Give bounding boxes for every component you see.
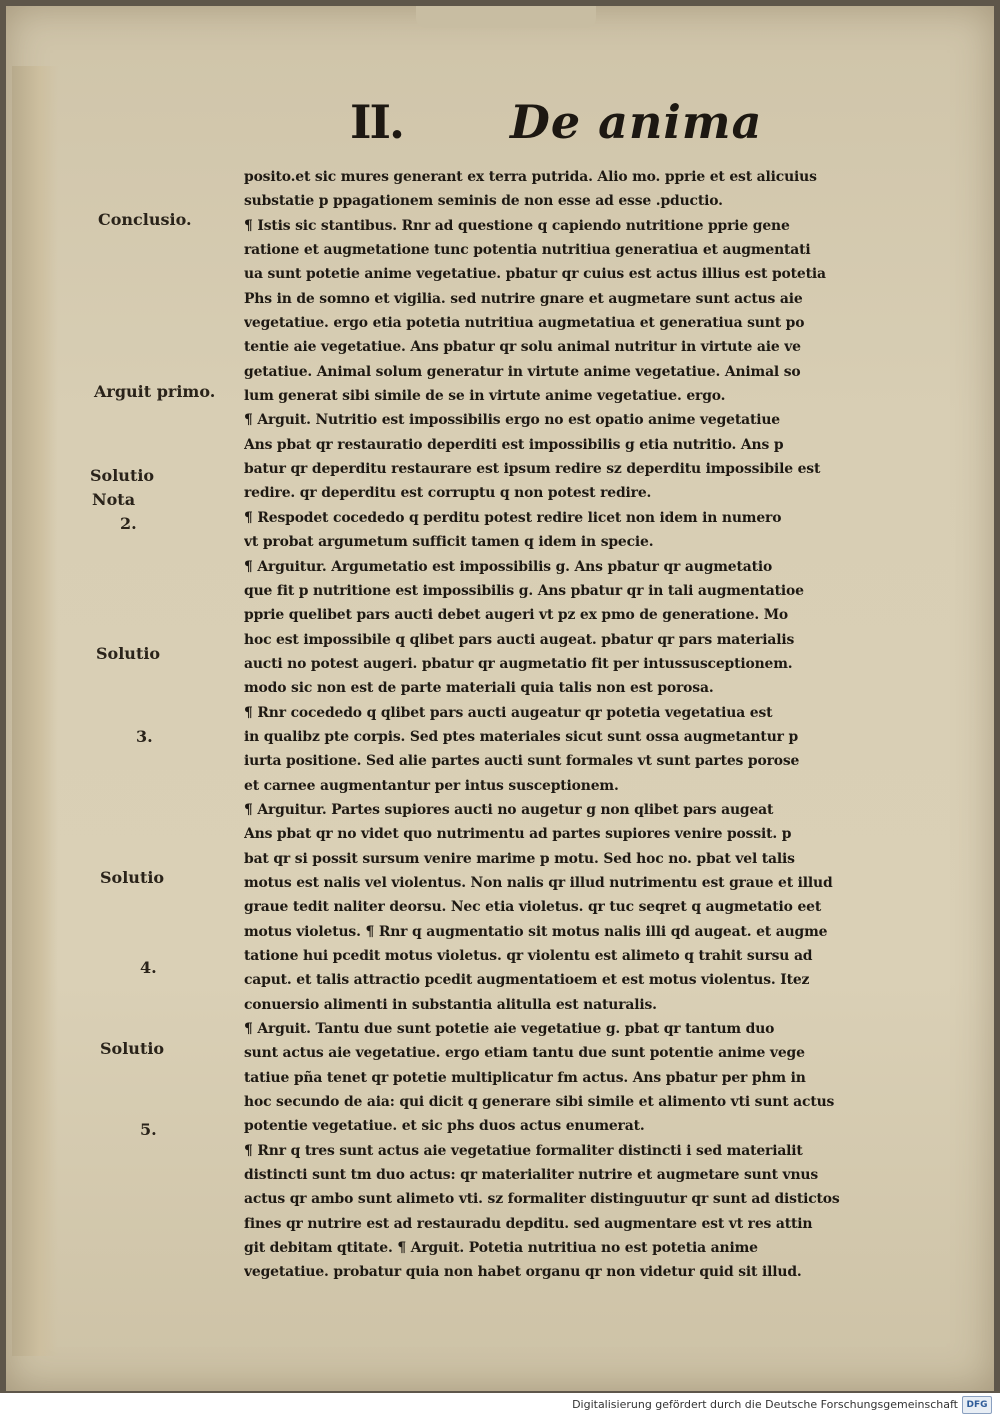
text-line: ¶ Arguitur. Partes supiores aucti no augetur g non qlibet pars augeat xyxy=(244,801,774,818)
text-line: Ans pbat qr no videt quo nutrimentu ad partes supiores venire possit. p xyxy=(244,826,792,843)
main-text-block xyxy=(244,165,904,1285)
text-line: batur qr deperditu restaurare est ipsum redire sz deperditu impossibile est xyxy=(244,461,821,478)
text-line: tentie aie vegetatiue. Ans pbatur qr solu animal nutritur in virtute aie ve xyxy=(244,339,801,356)
margin-note: Solutio xyxy=(100,868,165,887)
margin-note: Solutio xyxy=(100,1039,165,1058)
text-line: potentie vegetatiue. et sic phs duos actus enumerat. xyxy=(244,1118,645,1135)
text-line: tatiue pña tenet qr potetie multiplicatur fm actus. Ans pbatur per phm in xyxy=(244,1069,806,1086)
page-tab xyxy=(416,6,596,28)
text-line: lum generat sibi simile de se in virtute anime vegetatiue. ergo. xyxy=(244,388,726,405)
margin-note: Solutio xyxy=(96,644,161,663)
text-line: tatione hui pcedit motus violetus. qr violentu est alimeto q trahit sursu ad xyxy=(244,948,813,964)
text-line: posito.et sic mures generant ex terra putrida. Alio mo. pprie et est alicuius xyxy=(244,169,817,185)
text-line: ¶ Arguit. Nutritio est impossibilis ergo no est opatio anime vegetatiue xyxy=(244,412,780,429)
text-line: conuersio alimenti in substantia alitulla est naturalis. xyxy=(244,996,657,1013)
text-line: ¶ Arguitur. Argumetatio est impossibilis g. Ans pbatur qr augmetatio xyxy=(244,558,773,575)
margin-note: 2. xyxy=(120,514,137,533)
text-line: motus violetus. ¶ Rnr q augmentatio sit motus nalis illi qd augeat. et augme xyxy=(244,923,828,940)
text-line: motus est nalis vel violentus. Non nalis qr illud nutrimentu est graue et illud xyxy=(244,874,833,891)
text-line: getatiue. Animal solum generatur in virtute anime vegetatiue. Animal so xyxy=(244,363,801,380)
text-line: vt probat argumetum sufficit tamen q idem in specie. xyxy=(244,534,654,551)
footer-bar xyxy=(0,1393,1000,1417)
text-line: distincti sunt tm duo actus: qr materialiter nutrire et augmetare sunt vnus xyxy=(244,1167,819,1184)
footer-credit: Digitalisierung gefördert durch die Deutsche Forschungsgemeinschaft xyxy=(572,1398,958,1411)
text-line: bat qr si possit sursum venire marime p motu. Sed hoc no. pbat vel talis xyxy=(244,850,795,867)
dfg-logo-icon: DFG xyxy=(962,1396,992,1414)
margin-note: Solutio xyxy=(90,466,155,485)
text-line: hoc est impossibile q qlibet pars aucti augeat. pbatur qr pars materialis xyxy=(244,631,795,648)
text-line: pprie quelibet pars aucti debet augeri vt pz ex pmo de generatione. Mo xyxy=(244,607,789,624)
text-line: ua sunt potetie anime vegetatiue. pbatur qr cuius est actus illius est potetia xyxy=(244,266,826,283)
text-line: actus qr ambo sunt alimeto vti. sz formaliter distinguutur qr sunt ad distictos xyxy=(244,1191,840,1208)
text-line: ¶ Rnr cocededo q qlibet pars aucti augeatur qr potetia vegetatiua est xyxy=(244,704,773,721)
text-line: ¶ Rnr q tres sunt actus aie vegetatiue formaliter distincti i sed materialit xyxy=(244,1142,803,1159)
margin-note: Nota xyxy=(92,490,136,509)
page-fold-shadow xyxy=(12,66,58,1356)
margin-note: Conclusio. xyxy=(98,210,192,229)
text-line: vegetatiue. ergo etia potetia nutritiua augmetatiua et generatiua sunt po xyxy=(244,315,805,332)
text-line: modo sic non est de parte materiali quia talis non est porosa. xyxy=(244,680,714,697)
text-line: git debitam qtitate. ¶ Arguit. Potetia nutritiua no est potetia anime xyxy=(244,1240,758,1257)
text-line: vegetatiue. probatur quia non habet organu qr non videtur quid sit illud. xyxy=(244,1264,802,1281)
text-line: aucti no potest augeri. pbatur qr augmetatio fit per intussusceptionem. xyxy=(244,655,793,672)
text-line: ¶ Respodet cocededo q perditu potest redire licet non idem in numero xyxy=(244,509,782,526)
text-line: sunt actus aie vegetatiue. ergo etiam tantu due sunt potentie anime vege xyxy=(244,1045,805,1062)
margin-note: Arguit primo. xyxy=(94,382,216,401)
text-line: hoc secundo de aia: qui dicit q generare sibi simile et alimento vti sunt actus xyxy=(244,1094,835,1111)
text-line: ratione et augmetatione tunc potentia nutritiua generatiua et augmentati xyxy=(244,242,811,259)
page-header xyxy=(0,95,1000,155)
text-line: graue tedit naliter deorsu. Nec etia violetus. qr tuc seqret q augmetatio eet xyxy=(244,899,822,916)
text-line: redire. qr deperditu est corruptu q non potest redire. xyxy=(244,485,652,502)
text-line: Ans pbat qr restauratio deperditi est impossibilis g etia nutritio. Ans p xyxy=(244,436,784,453)
text-line: iurta positione. Sed alie partes aucti sunt formales vt sunt partes porose xyxy=(244,753,800,770)
margin-note: 4. xyxy=(140,958,157,977)
margin-note: 3. xyxy=(136,727,153,746)
text-line: ¶ Istis sic stantibus. Rnr ad questione q capiendo nutritione pprie gene xyxy=(244,217,790,234)
text-line: et carnee augmentantur per intus susceptionem. xyxy=(244,777,619,794)
text-line: Phs in de somno et vigilia. sed nutrire gnare et augmetare sunt actus aie xyxy=(244,290,803,307)
running-title: De anima xyxy=(510,95,763,149)
text-line: que fit p nutritione est impossibilis g. Ans pbatur qr in tali augmentatioe xyxy=(244,582,804,599)
text-line: caput. et talis attractio pcedit augmentatioem et est motus violentus. Itez xyxy=(244,972,810,989)
folio-number: II. xyxy=(350,95,404,149)
text-line: in qualibz pte corpis. Sed ptes materiales sicut sunt ossa augmetantur p xyxy=(244,728,799,745)
text-line: ¶ Arguit. Tantu due sunt potetie aie vegetatiue g. pbat qr tantum duo xyxy=(244,1021,775,1038)
margin-note: 5. xyxy=(140,1120,157,1139)
text-line: fines qr nutrire est ad restauradu depditu. sed augmentare est vt res attin xyxy=(244,1215,813,1232)
text-line: substatie p ppagationem seminis de non esse ad esse .pductio. xyxy=(244,193,723,210)
